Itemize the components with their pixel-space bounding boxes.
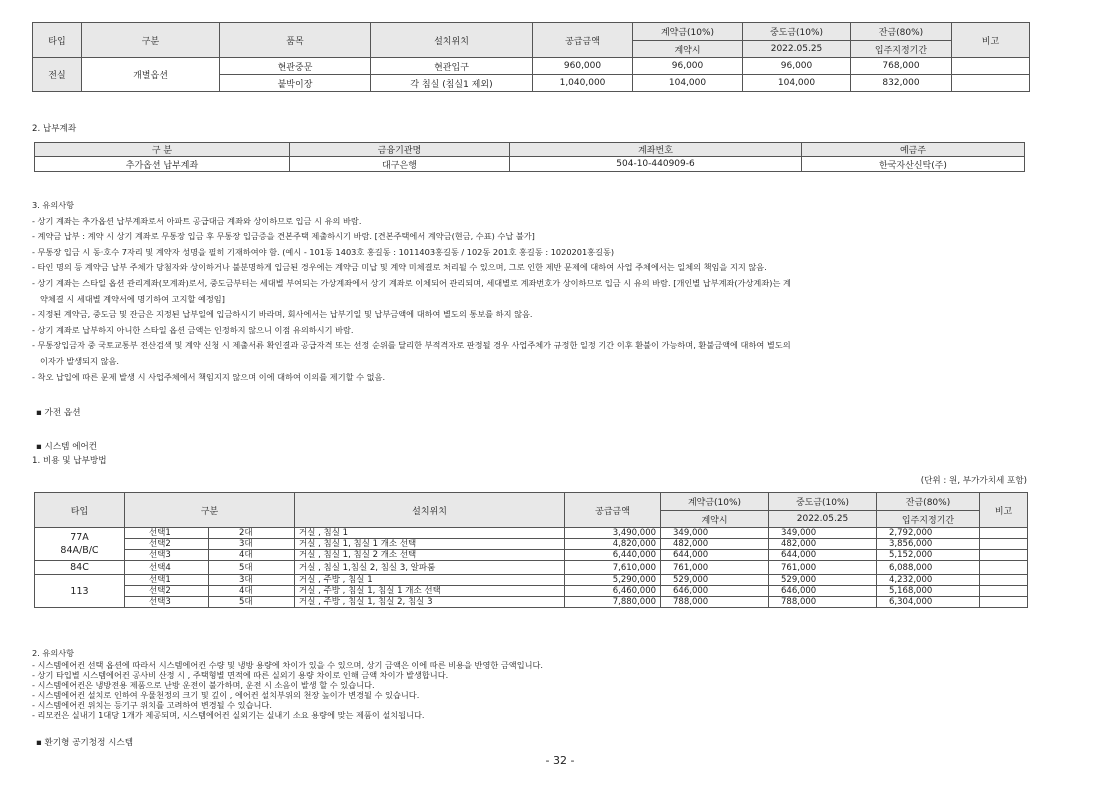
- location-cell: 거실 , 침실 1, 침실 2 개소 선택: [295, 550, 565, 561]
- location-cell: 거실 , 주방 , 침실 1, 침실 1 개소 선택: [295, 586, 565, 597]
- section-notes: [32, 198, 791, 385]
- option-cell: 선택1: [125, 528, 209, 539]
- table-row: [35, 561, 1028, 575]
- note-item: - 무통장입금자 중 국토교통부 전산검색 및 계약 신청 시 제출서류 확인결과 공급자격 또는 선정 순위를 달리한 부적격자로 판정될 경우 사업주체가 규정한 일정 기간 이후 환불이 가능하며, 환불금액에 대하여 별도의: [32, 340, 791, 351]
- note-cell: [980, 597, 1028, 608]
- option-cell: 선택1: [125, 575, 209, 586]
- note-item: - 시스템에어컨은 냉방전용 제품으로 난방 운전이 불가하며, 운전 시 소음이 발생 할 수 있습니다.: [32, 680, 375, 690]
- deposit-cell: 482,000: [661, 539, 769, 550]
- count-cell: 5대: [209, 597, 295, 608]
- deposit-cell: 96,000: [633, 58, 743, 75]
- middle-cell: 529,000: [769, 575, 877, 586]
- supply-cell: 6,460,000: [565, 586, 661, 597]
- deposit-cell: 646,000: [661, 586, 769, 597]
- middle-cell: 96,000: [743, 58, 851, 75]
- note-item: - 지정된 계약금, 중도금 및 잔금은 지정된 납부일에 입금하시기 바라며, 회사에서는 납부기일 및 납부금액에 대하여 별도의 통보를 하지 않음.: [32, 309, 533, 320]
- account-header-category: 구 분: [35, 143, 290, 157]
- location-cell: 거실 , 주방 , 침실 1, 침실 2, 침실 3: [295, 597, 565, 608]
- aircon-title: ▪ 시스템 에어컨: [36, 442, 98, 452]
- header-deposit: 계약금(10%): [661, 493, 769, 511]
- header-balance: 잔금(80%): [877, 493, 980, 511]
- middle-cell: 644,000: [769, 550, 877, 561]
- deposit-cell: 529,000: [661, 575, 769, 586]
- count-cell: 4대: [209, 586, 295, 597]
- account-header-number: 계좌번호: [510, 143, 802, 157]
- section-title-aircon-notes: 2. 유의사항: [32, 648, 75, 658]
- header-middle: 중도금(10%): [769, 493, 877, 511]
- supply-cell: 3,490,000: [565, 528, 661, 539]
- option-cell: 선택2: [125, 586, 209, 597]
- header-note: 비고: [952, 23, 1030, 58]
- type-cell: 84C: [35, 561, 125, 575]
- table-row: [35, 528, 1028, 539]
- aircon-subtitle: 1. 비용 및 납부방법: [32, 456, 107, 466]
- middle-cell: 646,000: [769, 586, 877, 597]
- header-balance: 잔금(80%): [851, 23, 952, 41]
- note-item: - 시스템에어컨 설치로 인하여 우물천정의 크기 및 깊이 , 에어컨 설치부위의 천장 높이가 변경될 수 있습니다.: [32, 690, 420, 700]
- balance-cell: 5,168,000: [877, 586, 980, 597]
- header-deposit: 계약금(10%): [633, 23, 743, 41]
- note-item: 이자가 발생되지 않음.: [40, 355, 119, 366]
- note-cell: [980, 561, 1028, 575]
- location-cell: 거실 , 주방 , 침실 1: [295, 575, 565, 586]
- deposit-cell: 761,000: [661, 561, 769, 575]
- header-type: 타입: [35, 493, 125, 528]
- account-bank: 대구은행: [290, 157, 510, 172]
- account-holder: 한국자산신탁(주): [802, 157, 1025, 172]
- category-cell: 개별옵션: [82, 58, 220, 92]
- header-balance-sub: 입주지정기간: [851, 41, 952, 58]
- count-cell: 4대: [209, 550, 295, 561]
- supply-cell: 7,610,000: [565, 561, 661, 575]
- note-cell: [952, 75, 1030, 92]
- page-number: - 32 -: [545, 754, 575, 767]
- aircon-notes: [32, 647, 543, 720]
- note-cell: [980, 528, 1028, 539]
- note-item: - 리모컨은 실내기 1대당 1개가 제공되며, 시스템에어컨 실외기는 실내기 소요 용량에 맞는 제품이 설치됩니다.: [32, 710, 425, 720]
- middle-cell: 349,000: [769, 528, 877, 539]
- option-price-table: [32, 22, 1030, 92]
- location-cell: 거실 , 침실 1,침실 2, 침실 3, 알파룸: [295, 561, 565, 575]
- count-cell: 2대: [209, 528, 295, 539]
- note-item: - 상기 계좌는 스타일 옵션 관리계좌(모계좌)로서, 중도금부터는 세대별 부여되는 가상계좌에서 상기 계좌로 이체되어 관리되며, 세대별로 계좌번호가 상이하므로 입금 시 유의 바람. [개인별 납부계좌(가상계좌)는 계: [32, 277, 791, 288]
- supply-cell: 7,880,000: [565, 597, 661, 608]
- table-row: [35, 539, 1028, 550]
- unit-note: (단위 : 원, 부가가치세 포함): [920, 476, 1027, 486]
- note-cell: [980, 550, 1028, 561]
- account-category: 추가옵션 납부계좌: [35, 157, 290, 172]
- account-number: 504-10-440909-6: [510, 157, 802, 172]
- balance-cell: 768,000: [851, 58, 952, 75]
- header-category: 구분: [82, 23, 220, 58]
- middle-cell: 788,000: [769, 597, 877, 608]
- table-row: [33, 58, 1030, 75]
- note-cell: [952, 58, 1030, 75]
- header-supply: 공급금액: [533, 23, 633, 58]
- note-item: - 시스템에어컨 위치는 등기구 위치를 고려하여 변경될 수 있습니다.: [32, 700, 272, 710]
- deposit-cell: 644,000: [661, 550, 769, 561]
- note-cell: [980, 575, 1028, 586]
- supply-cell: 960,000: [533, 58, 633, 75]
- header-supply: 공급금액: [565, 493, 661, 528]
- header-deposit-sub: 계약시: [633, 41, 743, 58]
- table-row: [35, 597, 1028, 608]
- balance-cell: 6,088,000: [877, 561, 980, 575]
- account-table: [34, 142, 1025, 172]
- header-item: 품목: [220, 23, 371, 58]
- supply-cell: 1,040,000: [533, 75, 633, 92]
- location-cell: 현관입구: [371, 58, 533, 75]
- option-cell: 선택3: [125, 550, 209, 561]
- account-header-bank: 금융기관명: [290, 143, 510, 157]
- option-cell: 선택2: [125, 539, 209, 550]
- balance-cell: 4,232,000: [877, 575, 980, 586]
- table-row: [35, 575, 1028, 586]
- count-cell: 5대: [209, 561, 295, 575]
- supply-cell: 4,820,000: [565, 539, 661, 550]
- item-cell: 현관중문: [220, 58, 371, 75]
- balance-cell: 5,152,000: [877, 550, 980, 561]
- section-title-notes: 3. 유의사항: [32, 200, 75, 210]
- option-cell: 선택3: [125, 597, 209, 608]
- header-note: 비고: [980, 493, 1028, 528]
- type-cell: 77A 84A/B/C: [35, 528, 125, 561]
- supply-cell: 5,290,000: [565, 575, 661, 586]
- header-balance-sub: 입주지정기간: [877, 511, 980, 528]
- header-middle: 중도금(10%): [743, 23, 851, 41]
- note-item: - 착오 납입에 따른 문제 발생 시 사업주체에서 책임지지 않으며 이에 대하여 이의를 제기할 수 없음.: [32, 371, 386, 382]
- header-location: 설치위치: [371, 23, 533, 58]
- location-cell: 거실 , 침실 1, 침실 1 개소 선택: [295, 539, 565, 550]
- middle-cell: 482,000: [769, 539, 877, 550]
- middle-cell: 761,000: [769, 561, 877, 575]
- table-row: [35, 550, 1028, 561]
- section-title-account: 2. 납부계좌: [32, 124, 77, 134]
- item-cell: 붙박이장: [220, 75, 371, 92]
- note-item: - 계약금 납부 : 계약 시 상기 계좌로 무통장 입금 후 무통장 입금증을 견본주택 제출하시기 바람. [견본주택에서 계약금(현금, 수표) 수납 불가]: [32, 231, 535, 242]
- location-cell: 각 침실 (침실1 제외): [371, 75, 533, 92]
- header-location: 설치위치: [295, 493, 565, 528]
- note-cell: [980, 539, 1028, 550]
- note-item: - 시스템에어컨 선택 옵션에 따라서 시스템에어컨 수량 및 냉방 용량에 차이가 있을 수 있으며, 상기 금액은 이에 따른 비용을 반영한 금액입니다.: [32, 660, 544, 670]
- type-cell: 전실: [33, 58, 82, 92]
- header-deposit-sub: 계약시: [661, 511, 769, 528]
- supply-cell: 6,440,000: [565, 550, 661, 561]
- table-row: [35, 586, 1028, 597]
- header-middle-sub: 2022.05.25: [769, 511, 877, 528]
- middle-cell: 104,000: [743, 75, 851, 92]
- note-cell: [980, 586, 1028, 597]
- aircon-price-table: [34, 492, 1028, 608]
- ventilation-title: ▪ 환기형 공기청정 시스템: [36, 738, 134, 748]
- note-item: 약체결 시 세대별 계약서에 명기하여 고지할 예정임]: [40, 293, 225, 304]
- note-item: - 상기 계좌로 납부하지 아니한 스타일 옵션 금액는 인정하지 않으니 이점 유의하시기 바람.: [32, 324, 354, 335]
- header-middle-sub: 2022.05.25: [743, 41, 851, 58]
- balance-cell: 3,856,000: [877, 539, 980, 550]
- deposit-cell: 104,000: [633, 75, 743, 92]
- note-item: - 타인 명의 등 계약금 납부 주체가 당첨자와 상이하거나 불분명하게 입금된 경우에는 계약금 미납 및 계약 미체결로 처리될 수 있으며, 그로 인한 제반 문제에 대하여 사업 주체에서는 일체의 책임을 지지 않음.: [32, 262, 767, 273]
- header-category: 구분: [125, 493, 295, 528]
- note-item: - 상기 타입별 시스템에어컨 공사비 산정 시 , 주택형별 면적에 따른 실외기 용량 차이로 인해 금액 차이가 발생합니다.: [32, 670, 449, 680]
- note-item: - 무통장 입금 시 동·호수 7자리 및 계약자 성명을 필히 기재하여야 함. (예시 - 101동 1403호 홍길동 : 1011403홍길동 / 102동 201호 홍길동 : 1020201홍길동): [32, 246, 615, 257]
- balance-cell: 6,304,000: [877, 597, 980, 608]
- location-cell: 거실 , 침실 1: [295, 528, 565, 539]
- deposit-cell: 349,000: [661, 528, 769, 539]
- deposit-cell: 788,000: [661, 597, 769, 608]
- header-type: 타입: [33, 23, 82, 58]
- account-header-holder: 예금주: [802, 143, 1025, 157]
- balance-cell: 2,792,000: [877, 528, 980, 539]
- type-cell: 113: [35, 575, 125, 608]
- balance-cell: 832,000: [851, 75, 952, 92]
- appliance-option-title: ▪ 가전 옵션: [36, 408, 81, 418]
- count-cell: 3대: [209, 575, 295, 586]
- count-cell: 3대: [209, 539, 295, 550]
- option-cell: 선택4: [125, 561, 209, 575]
- note-item: - 상기 계좌는 추가옵션 납부계좌로서 아파트 공급대금 계좌와 상이하므로 입금 시 유의 바람.: [32, 215, 362, 226]
